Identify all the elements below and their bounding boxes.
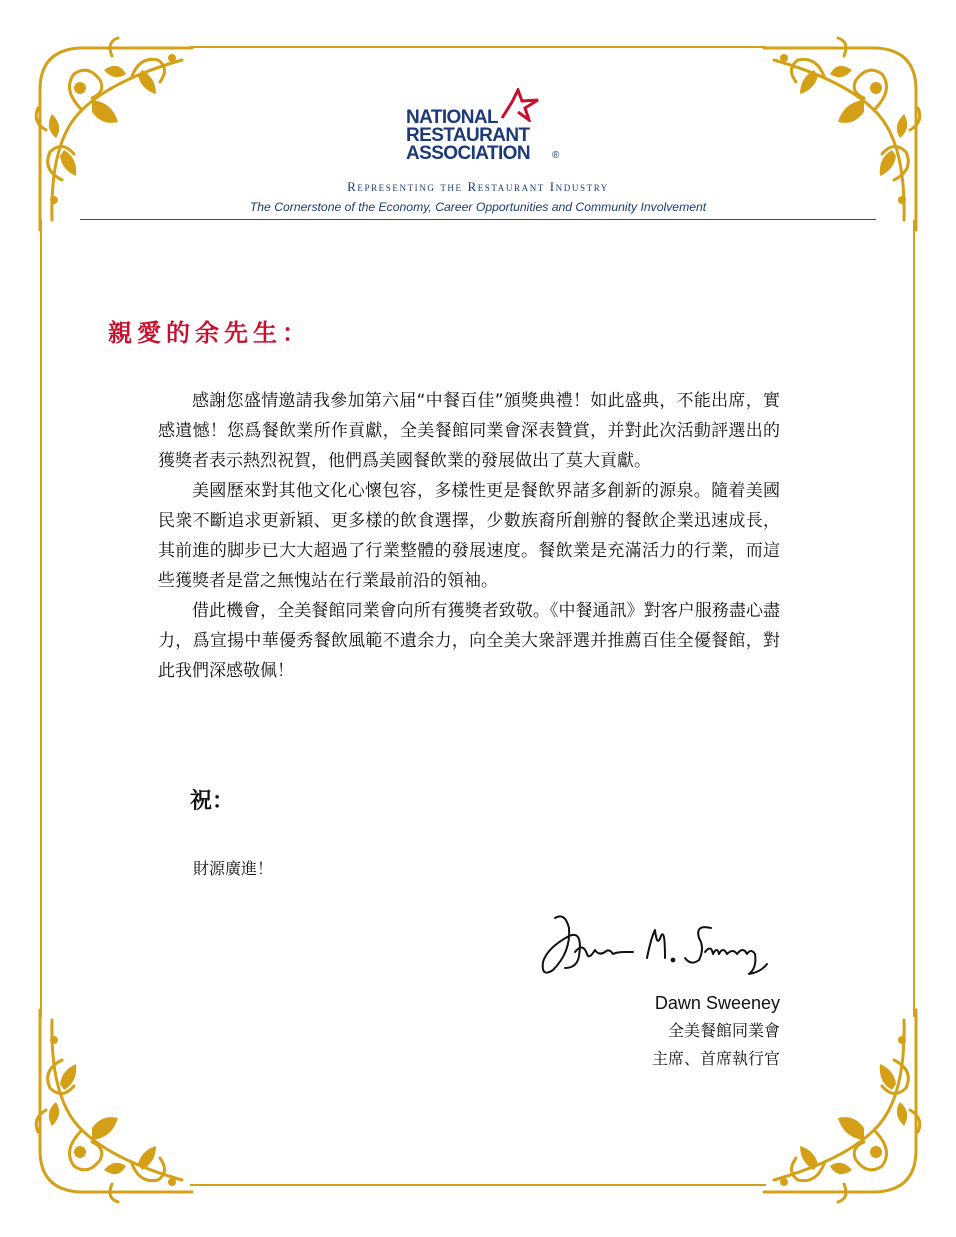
letter-body — [158, 386, 780, 686]
ornament-corner-top-right — [744, 30, 934, 250]
frame-right-line — [913, 220, 915, 1017]
closing-greeting: 祝： — [190, 788, 235, 814]
header-divider — [80, 219, 876, 220]
star-icon — [498, 88, 540, 122]
letterhead-tagline: Representing the Restaurant Industry — [347, 179, 609, 194]
frame-bottom-line — [190, 1184, 766, 1186]
body-paragraph-1: 感謝您盛情邀請我參加第六届“中餐百佳”頒獎典禮！如此盛典，不能出席，實感遺憾！您爲餐飲業所作貢獻，全美餐館同業會深表贊賞，并對此次活動評選出的獲獎者表示熱烈祝賀，他們爲美國餐飲業的發展做出了莫大貢獻。 — [158, 391, 780, 471]
signer-title: 主席、首席執行官 — [651, 1049, 780, 1068]
handwritten-signature — [535, 908, 780, 980]
association-logo — [400, 88, 570, 168]
registered-mark: ® — [552, 150, 560, 161]
logo-text-restaurant: RESTAURANT — [406, 125, 530, 146]
body-paragraph-2: 美國歷來對其他文化心懷包容，多樣性更是餐飲界諸多創新的源泉。隨着美國民衆不斷追求更新穎、更多樣的飲食選擇，少數族裔所創辦的餐飲企業迅速成長，其前進的脚步已大大超過了行業整體的發展速度。餐飲業是充滿活力的行業，而這些獲獎者是當之無愧站在行業最前沿的領袖。 — [158, 481, 780, 591]
logo-text-national: NATIONAL — [406, 107, 498, 128]
ornament-corner-top-left — [22, 30, 212, 250]
frame-left-line — [40, 220, 42, 1017]
logo-text-association: ASSOCIATION — [406, 143, 530, 164]
signer-organization: 全美餐館同業會 — [667, 1021, 780, 1040]
letterhead-subtagline: The Cornerstone of the Economy, Career Opportunities and Community Involvement — [249, 200, 707, 214]
closing-wish: 財源廣進！ — [193, 859, 274, 878]
frame-top-line — [190, 46, 766, 48]
body-paragraph-3: 借此機會，全美餐館同業會向所有獲獎者致敬。《中餐通訊》對客户服務盡心盡力，爲宣揚中華優秀餐飲風範不遺余力，向全美大衆評選并推薦百佳全優餐館，對此我們深感敬佩！ — [158, 601, 780, 681]
signer-name: Dawn Sweeney — [654, 993, 780, 1013]
salutation: 親愛的余先生： — [108, 318, 311, 347]
ornament-corner-bottom-left — [22, 990, 212, 1210]
